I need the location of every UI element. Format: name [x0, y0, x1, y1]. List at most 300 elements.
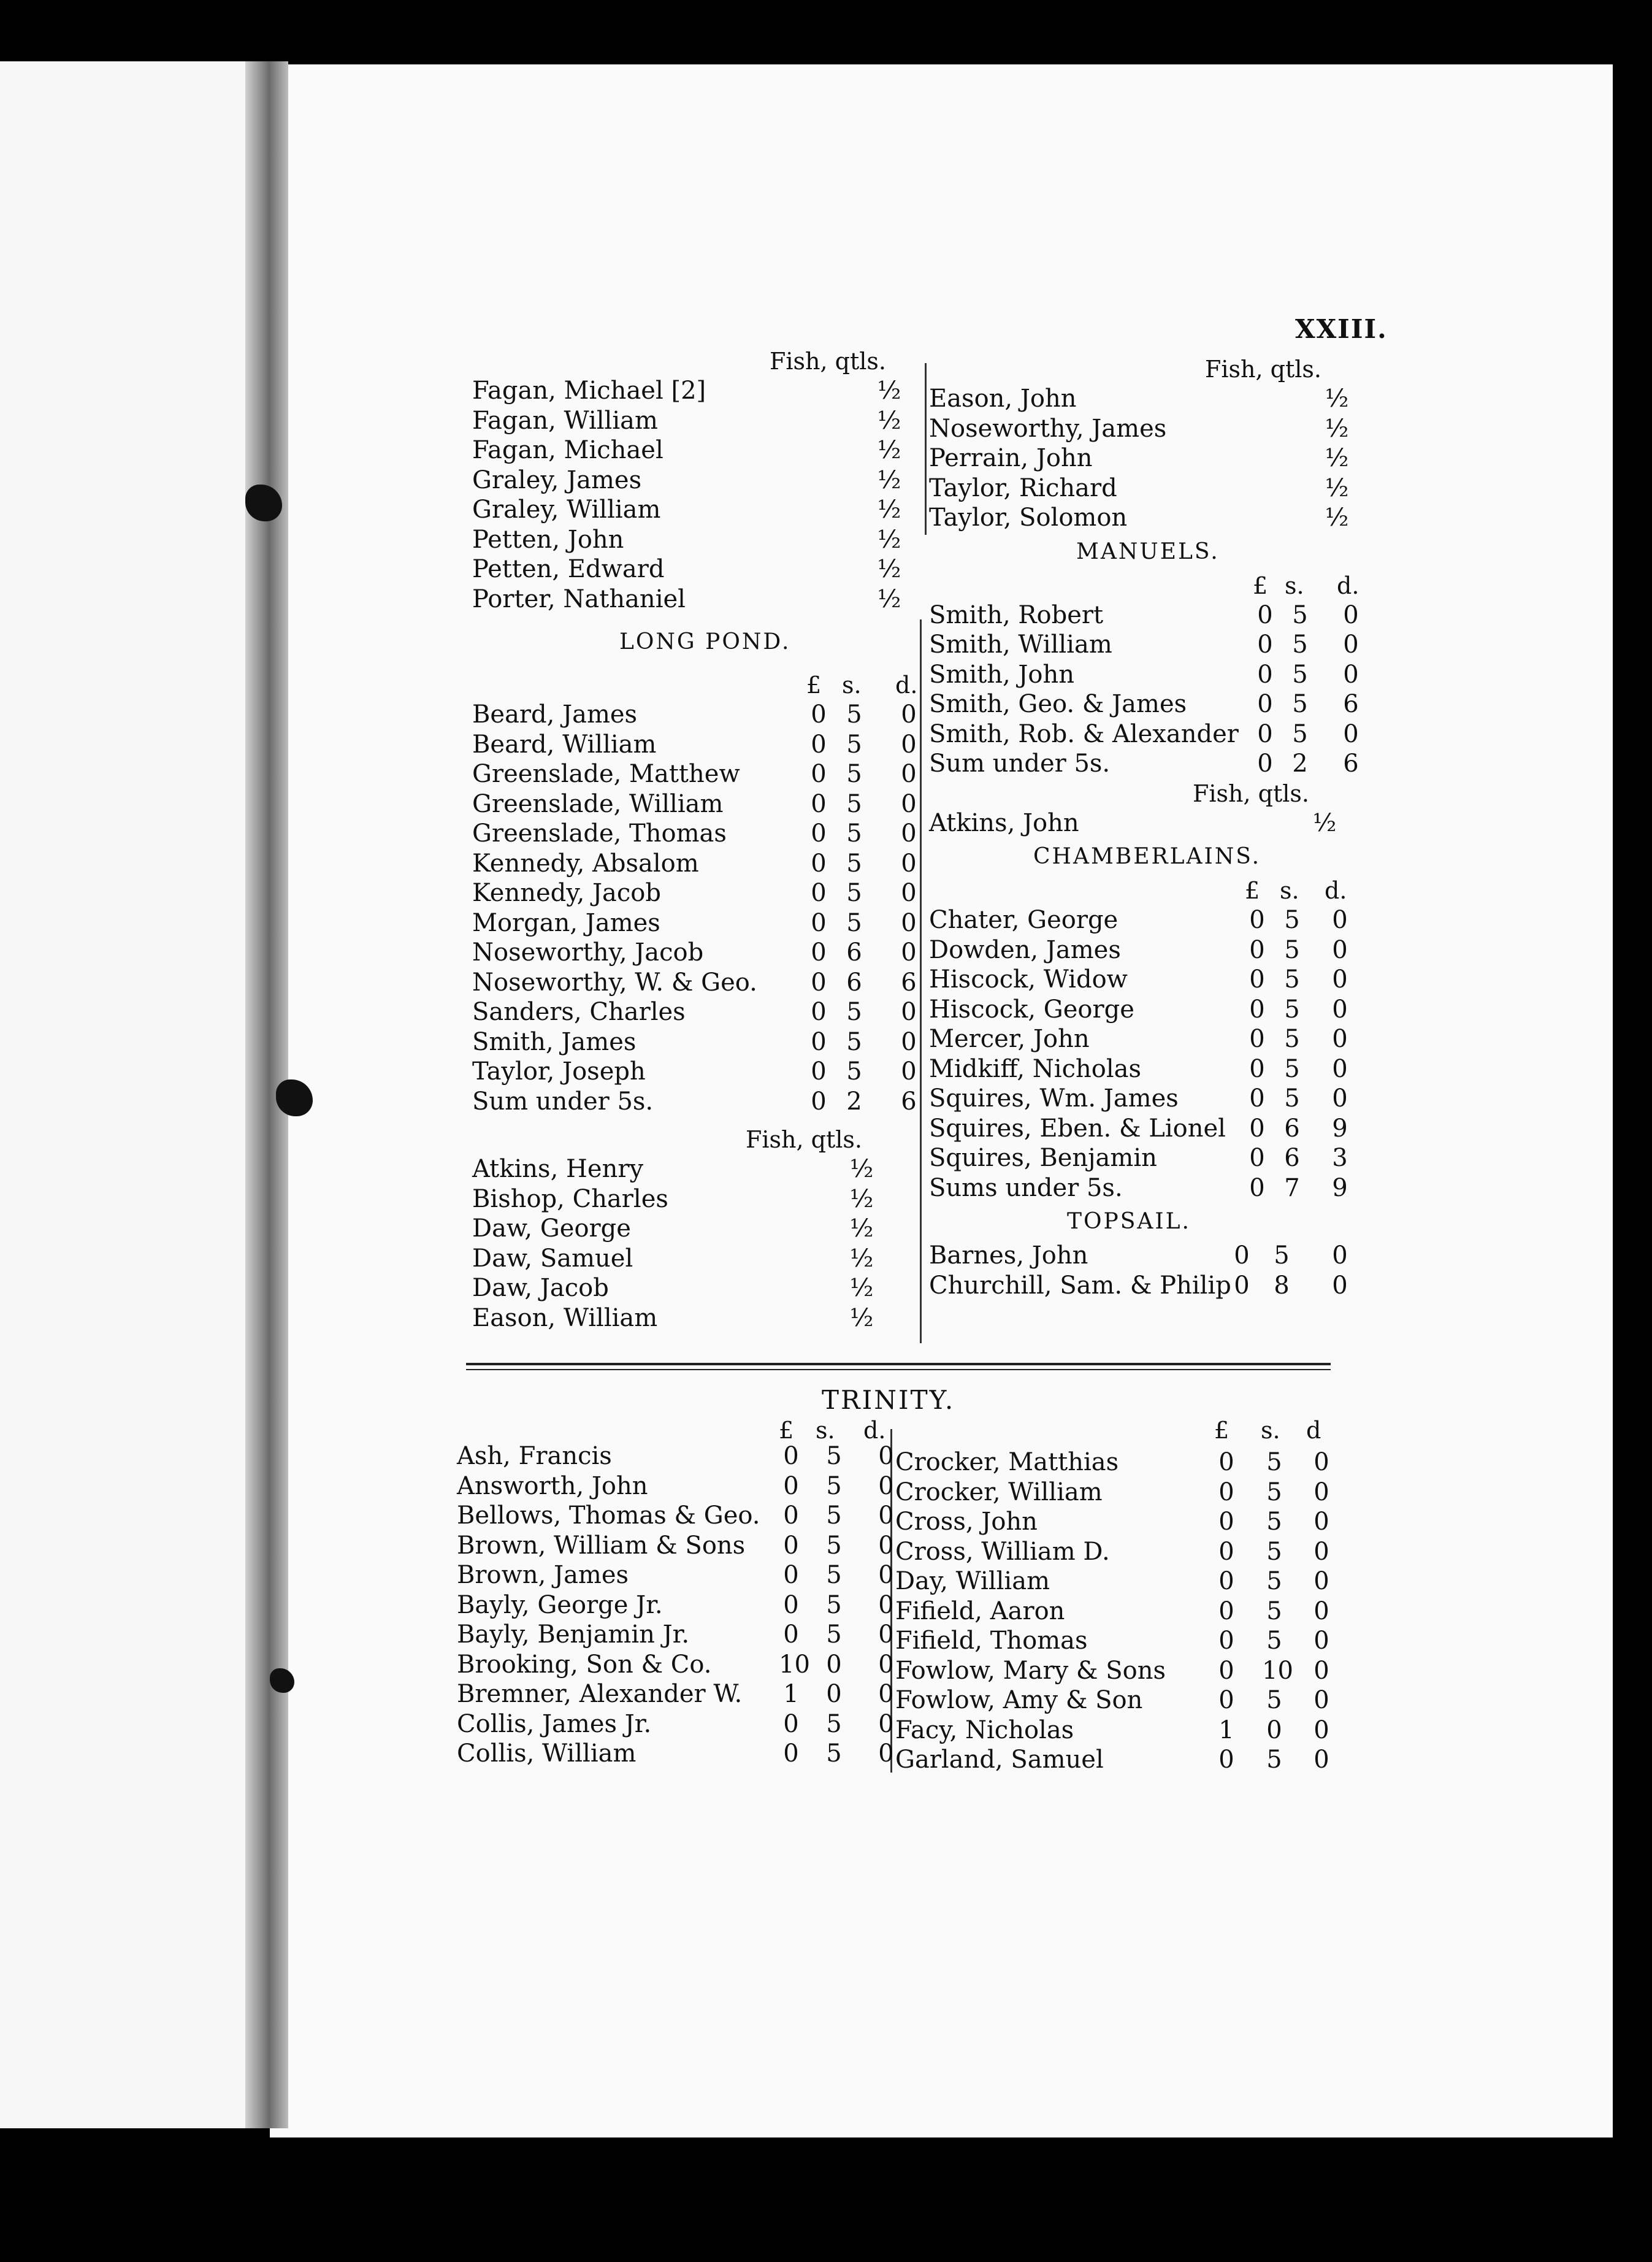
pound-label: £	[806, 672, 822, 699]
pence-value: 0	[1332, 935, 1348, 964]
fish-header	[472, 347, 901, 376]
pence-value: 0	[901, 998, 917, 1026]
entry-name: Atkins, John	[929, 808, 1079, 837]
fish-quantity: ½	[849, 1303, 874, 1332]
entry-name: Noseworthy, W. & Geo.	[472, 968, 757, 997]
long-pond-fish-list	[472, 1154, 901, 1333]
entry-name: Eason, William	[472, 1303, 658, 1332]
pence-value: 0	[1332, 995, 1348, 1024]
pounds-value: 0	[783, 1471, 799, 1500]
shillings-value: 6	[1284, 1144, 1300, 1172]
table-row	[929, 995, 1371, 1025]
pence-value: 0	[1314, 1627, 1329, 1655]
table-row	[472, 1057, 917, 1087]
entry-name: Petten, Edward	[472, 555, 665, 583]
pounds-value: 1	[783, 1680, 799, 1708]
section-divider	[466, 1363, 1331, 1365]
pence-value: 0	[1332, 965, 1348, 994]
table-row	[895, 1656, 1337, 1686]
shillings-value: 5	[846, 730, 862, 759]
section-title-long-pond: LONG POND.	[619, 629, 791, 654]
list-item	[472, 1214, 901, 1244]
shilling-label: s.	[842, 672, 862, 699]
table-row	[929, 600, 1371, 631]
column-rule	[925, 363, 927, 535]
pounds-value: 0	[783, 1531, 799, 1560]
pence-value: 0	[901, 789, 917, 818]
table-row	[929, 1054, 1371, 1084]
list-item	[929, 443, 1371, 473]
pounds-value: 1	[1218, 1716, 1234, 1744]
shillings-value: 5	[1266, 1478, 1282, 1506]
entry-name: Churchill, Sam. & Philip	[929, 1271, 1231, 1300]
pounds-value: 0	[811, 908, 827, 937]
entry-name: Sanders, Charles	[472, 998, 686, 1026]
pence-value: 0	[878, 1471, 894, 1500]
shillings-value: 5	[846, 789, 862, 818]
pence-value: 0	[1314, 1746, 1329, 1774]
table-row	[929, 965, 1371, 995]
pounds-value: 0	[811, 849, 827, 878]
shillings-value: 5	[1266, 1508, 1282, 1536]
pounds-value: 0	[1249, 995, 1265, 1024]
entry-name: Bishop, Charles	[472, 1184, 668, 1213]
pounds-value: 0	[1249, 1025, 1265, 1053]
shillings-value: 5	[846, 700, 862, 729]
entry-name: Beard, James	[472, 700, 638, 729]
pounds-value: 0	[811, 789, 827, 818]
shillings-value: 8	[1274, 1271, 1290, 1300]
list-item	[472, 554, 901, 585]
shillings-value: 2	[1292, 750, 1308, 778]
pounds-value: 0	[1218, 1686, 1234, 1714]
pence-value: 6	[901, 968, 917, 997]
table-row	[895, 1716, 1337, 1746]
facing-page	[0, 61, 264, 2128]
entry-name: Brown, William & Sons	[457, 1531, 746, 1560]
list-item	[472, 525, 901, 555]
table-row	[929, 689, 1371, 719]
table-row	[472, 1087, 917, 1117]
table-row	[895, 1478, 1337, 1508]
pounds-value: 0	[1249, 1173, 1265, 1202]
pounds-value: 0	[1249, 1114, 1265, 1143]
pounds-value: 0	[1249, 965, 1265, 994]
entry-name: Porter, Nathaniel	[472, 585, 686, 613]
list-item	[472, 585, 901, 615]
entry-name: Atkins, Henry	[472, 1155, 644, 1183]
entry-name: Kennedy, Absalom	[472, 849, 699, 878]
entry-name: Smith, James	[472, 1027, 637, 1056]
entry-name: Taylor, Solomon	[929, 504, 1128, 532]
pence-value: 0	[901, 700, 917, 729]
table-row	[929, 1143, 1371, 1173]
fish-label: Fish, qtls.	[746, 1126, 862, 1153]
entry-name: Greenslade, Thomas	[472, 819, 727, 848]
pence-value: 0	[901, 879, 917, 907]
entry-name: Perrain, John	[929, 444, 1093, 472]
long-pond-list	[472, 700, 917, 1116]
entry-name: Sums under 5s.	[929, 1173, 1123, 1202]
shillings-value: 5	[826, 1590, 842, 1619]
table-row	[472, 968, 917, 998]
entry-name: Garland, Samuel	[895, 1746, 1104, 1774]
pence-value: 0	[901, 938, 917, 967]
section-heading	[929, 533, 1371, 571]
pounds-value: 0	[811, 938, 827, 967]
shillings-value: 5	[1284, 965, 1300, 994]
pounds-value: 0	[1249, 906, 1265, 934]
pence-value: 0	[1332, 1271, 1348, 1300]
pounds-value: 0	[1218, 1537, 1234, 1566]
entry-name: Midkiff, Nicholas	[929, 1054, 1142, 1083]
pound-label: £	[779, 1417, 794, 1444]
table-row	[895, 1685, 1337, 1716]
pounds-value: 0	[783, 1620, 799, 1649]
table-row	[929, 1084, 1371, 1114]
table-row	[457, 1531, 894, 1561]
pounds-value: 0	[783, 1739, 799, 1768]
pounds-value: 0	[811, 879, 827, 907]
list-item	[472, 1303, 901, 1333]
table-row	[472, 1027, 917, 1057]
entry-name: Collis, James Jr.	[457, 1709, 652, 1738]
pounds-value: 0	[811, 998, 827, 1026]
table-row	[895, 1597, 1337, 1627]
shillings-value: 5	[1292, 719, 1308, 748]
fish-list-upper-right	[929, 384, 1371, 533]
entry-name: Fagan, William	[472, 406, 658, 435]
pounds-value: 0	[1257, 690, 1273, 718]
manuels-list	[929, 600, 1371, 779]
pounds-value: 0	[1257, 600, 1273, 629]
entry-name: Sum under 5s.	[472, 1087, 654, 1116]
entry-name: Smith, John	[929, 660, 1075, 689]
pound-label: £	[1214, 1417, 1229, 1444]
entry-name: Bellows, Thomas & Geo.	[457, 1501, 760, 1530]
entry-name: Fowlow, Mary & Sons	[895, 1656, 1166, 1685]
shillings-value: 5	[1292, 631, 1308, 659]
entry-name: Squires, Eben. & Lionel	[929, 1114, 1226, 1143]
shillings-value: 5	[1284, 906, 1300, 934]
pence-value: 0	[1314, 1478, 1329, 1506]
entry-name: Hiscock, Widow	[929, 965, 1128, 994]
trinity-list-left	[457, 1441, 894, 1769]
pence-value: 0	[878, 1590, 894, 1619]
pence-value: 0	[1332, 1241, 1348, 1270]
shillings-value: 6	[846, 968, 862, 997]
fish-label: Fish, qtls.	[1205, 356, 1321, 383]
shillings-value: 7	[1284, 1173, 1300, 1202]
table-row	[472, 878, 917, 908]
shilling-label: s.	[816, 1417, 835, 1444]
pence-value: 0	[901, 908, 917, 937]
fish-quantity: ½	[849, 1184, 874, 1213]
list-item	[472, 1154, 901, 1184]
shilling-label: s.	[1285, 572, 1304, 599]
table-row	[895, 1745, 1337, 1775]
shillings-value: 6	[1284, 1114, 1300, 1143]
list-item	[472, 466, 901, 496]
shillings-value: 5	[1266, 1686, 1282, 1714]
fish-header	[929, 779, 1371, 808]
shillings-value: 5	[846, 760, 862, 788]
shillings-value: 5	[826, 1709, 842, 1738]
table-row	[457, 1650, 894, 1680]
entry-name: Smith, William	[929, 631, 1112, 659]
pounds-value: 0	[1218, 1478, 1234, 1506]
shillings-value: 5	[846, 1057, 862, 1086]
currency-header	[773, 1416, 895, 1445]
shillings-value: 5	[1266, 1537, 1282, 1566]
section-heading	[929, 838, 1371, 876]
entry-name: Graley, William	[472, 496, 661, 524]
shillings-value: 5	[846, 908, 862, 937]
shillings-value: 5	[826, 1561, 842, 1589]
pence-value: 0	[878, 1531, 894, 1560]
fish-quantity: ½	[877, 555, 901, 583]
table-row	[457, 1739, 894, 1769]
section-heading	[929, 1203, 1371, 1241]
table-row	[472, 759, 917, 789]
pounds-value: 0	[811, 730, 827, 759]
list-item	[472, 1184, 901, 1214]
entry-name: Answorth, John	[457, 1471, 648, 1500]
entry-name: Fifield, Thomas	[895, 1627, 1088, 1655]
fish-quantity: ½	[1325, 385, 1349, 413]
entry-name: Cross, William D.	[895, 1537, 1110, 1566]
section-title-manuels: MANUELS.	[1076, 539, 1220, 564]
table-row	[895, 1626, 1337, 1656]
pounds-value: 0	[1218, 1656, 1234, 1685]
pounds-value: 0	[811, 1057, 827, 1086]
entry-name: Sum under 5s.	[929, 750, 1111, 778]
list-item	[472, 435, 901, 466]
pence-value: 0	[901, 819, 917, 848]
shillings-value: 5	[1284, 1084, 1300, 1113]
pence-value: 6	[901, 1087, 917, 1116]
currency-header	[1208, 1416, 1331, 1445]
list-item	[472, 406, 901, 436]
shillings-value: 5	[826, 1471, 842, 1500]
shillings-value: 5	[1292, 600, 1308, 629]
pence-value: 0	[1314, 1448, 1329, 1476]
section-heading	[472, 614, 901, 670]
shillings-value: 0	[826, 1650, 842, 1679]
shillings-value: 5	[826, 1501, 842, 1530]
pounds-value: 0	[1257, 750, 1273, 778]
entry-name: Cross, John	[895, 1508, 1038, 1536]
list-item	[929, 808, 1371, 838]
table-row	[457, 1501, 894, 1531]
entry-name: Barnes, John	[929, 1241, 1088, 1270]
pounds-value: 0	[811, 819, 827, 848]
topsail-list	[929, 1241, 1371, 1300]
entry-name: Facy, Nicholas	[895, 1716, 1074, 1744]
entry-name: Taylor, Joseph	[472, 1057, 646, 1086]
pounds-value: 0	[1218, 1448, 1234, 1476]
entry-name: Daw, George	[472, 1214, 631, 1243]
entry-name: Hiscock, George	[929, 995, 1134, 1024]
fish-quantity: ½	[877, 496, 901, 524]
entry-name: Daw, Samuel	[472, 1244, 633, 1273]
fish-label: Fish, qtls.	[1193, 780, 1309, 807]
pounds-value: 0	[1218, 1746, 1234, 1774]
shillings-value: 5	[1266, 1448, 1282, 1476]
column-rule	[920, 619, 922, 1343]
fish-quantity: ½	[877, 525, 901, 554]
fish-quantity: ½	[877, 377, 901, 405]
fish-quantity: ½	[849, 1274, 874, 1302]
pounds-value: 0	[783, 1709, 799, 1738]
pounds-value: 0	[783, 1501, 799, 1530]
table-row	[457, 1709, 894, 1739]
pounds-value: 0	[1257, 719, 1273, 748]
fish-quantity: ½	[877, 466, 901, 494]
pence-value: 0	[1314, 1686, 1329, 1714]
table-row	[895, 1566, 1337, 1597]
entry-name: Ash, Francis	[457, 1442, 612, 1470]
table-row	[929, 1024, 1371, 1054]
pence-value: 0	[878, 1739, 894, 1768]
table-row	[929, 660, 1371, 690]
table-row	[472, 789, 917, 819]
pounds-value: 0	[1218, 1508, 1234, 1536]
pence-value: 0	[1343, 719, 1359, 748]
entry-name: Taylor, Richard	[929, 473, 1117, 502]
entry-name: Squires, Wm. James	[929, 1084, 1179, 1113]
entry-name: Squires, Benjamin	[929, 1144, 1157, 1172]
pence-value: 0	[1314, 1597, 1329, 1625]
entry-name: Kennedy, Jacob	[472, 879, 661, 907]
shillings-value: 5	[846, 1027, 862, 1056]
entry-name: Dowden, James	[929, 935, 1121, 964]
table-row	[457, 1560, 894, 1590]
pence-label: d	[1306, 1417, 1321, 1444]
pence-value: 0	[1343, 660, 1359, 689]
fish-quantity: ½	[1325, 504, 1349, 532]
pence-value: 0	[901, 1027, 917, 1056]
fish-quantity: ½	[849, 1244, 874, 1273]
table-row	[929, 1173, 1371, 1203]
shillings-value: 5	[1292, 690, 1308, 718]
fish-label: Fish, qtls.	[770, 348, 886, 375]
pounds-value: 0	[811, 1027, 827, 1056]
pounds-value: 0	[1218, 1627, 1234, 1655]
pence-value: 6	[1343, 750, 1359, 778]
section-title-topsail: TOPSAIL.	[1067, 1209, 1191, 1234]
entry-name: Chater, George	[929, 906, 1119, 934]
fish-header	[472, 1125, 901, 1154]
shillings-value: 5	[826, 1531, 842, 1560]
shillings-value: 0	[1266, 1716, 1282, 1744]
fish-quantity: ½	[877, 436, 901, 464]
pence-value: 6	[1343, 690, 1359, 718]
pounds-value: 0	[1218, 1567, 1234, 1595]
pounds-value: 10	[779, 1650, 810, 1679]
table-row	[895, 1537, 1337, 1567]
shillings-value: 5	[1266, 1627, 1282, 1655]
entry-name: Morgan, James	[472, 908, 660, 937]
pence-value: 0	[1314, 1508, 1329, 1536]
pence-value: 0	[1343, 631, 1359, 659]
pence-value: 9	[1332, 1114, 1348, 1143]
pence-value: 0	[901, 1057, 917, 1086]
entry-name: Fagan, Michael [2]	[472, 377, 706, 405]
pounds-value: 0	[1257, 631, 1273, 659]
currency-header	[472, 670, 918, 700]
list-item	[472, 495, 901, 525]
page-number: XXIII.	[1295, 314, 1388, 344]
list-item	[929, 384, 1371, 414]
pence-value: 0	[878, 1561, 894, 1589]
pounds-value: 0	[1234, 1241, 1250, 1270]
pence-value: 0	[1332, 1054, 1348, 1083]
entry-name: Graley, James	[472, 466, 642, 494]
fish-quantity: ½	[877, 585, 901, 613]
list-item	[472, 1273, 901, 1303]
list-item	[472, 376, 901, 406]
entry-name: Noseworthy, Jacob	[472, 938, 704, 967]
shillings-value: 6	[846, 938, 862, 967]
list-item	[929, 503, 1371, 533]
shillings-value: 5	[1266, 1597, 1282, 1625]
shillings-value: 5	[1284, 1054, 1300, 1083]
pence-value: 0	[1332, 1084, 1348, 1113]
pounds-value: 0	[1257, 660, 1273, 689]
shillings-value: 5	[846, 849, 862, 878]
currency-header	[929, 876, 1371, 905]
pounds-value: 0	[811, 1087, 827, 1116]
pence-value: 3	[1332, 1144, 1348, 1172]
table-row	[929, 749, 1371, 779]
table-row	[457, 1590, 894, 1620]
pence-label: d.	[1325, 877, 1347, 904]
pence-value: 0	[1343, 600, 1359, 629]
pence-value: 0	[878, 1620, 894, 1649]
entry-name: Smith, Geo. & James	[929, 690, 1187, 718]
shillings-value: 5	[826, 1620, 842, 1649]
table-row	[929, 630, 1371, 660]
entry-name: Collis, William	[457, 1739, 637, 1768]
table-row	[929, 1271, 1371, 1301]
table-row	[457, 1620, 894, 1650]
table-row	[929, 935, 1371, 965]
pounds-value: 0	[783, 1442, 799, 1470]
pence-value: 0	[1332, 906, 1348, 934]
shilling-label: s.	[1261, 1417, 1280, 1444]
section-title-chamberlains: CHAMBERLAINS.	[1033, 844, 1261, 869]
entry-name: Day, William	[895, 1567, 1050, 1595]
pence-value: 0	[1314, 1656, 1329, 1685]
pence-value: 9	[1332, 1173, 1348, 1202]
pounds-value: 0	[1218, 1597, 1234, 1625]
shillings-value: 5	[826, 1442, 842, 1470]
table-row	[929, 905, 1371, 935]
list-item	[472, 1244, 901, 1274]
table-row	[895, 1447, 1337, 1478]
entry-name: Fowlow, Amy & Son	[895, 1686, 1143, 1714]
entry-name: Noseworthy, James	[929, 414, 1167, 443]
table-row	[929, 1241, 1371, 1271]
pence-label: d.	[1337, 572, 1359, 599]
entry-name: Fifield, Aaron	[895, 1597, 1065, 1625]
table-row	[472, 730, 917, 760]
shillings-value: 5	[846, 879, 862, 907]
table-row	[472, 908, 917, 938]
table-row	[472, 819, 917, 849]
table-row	[929, 719, 1371, 750]
